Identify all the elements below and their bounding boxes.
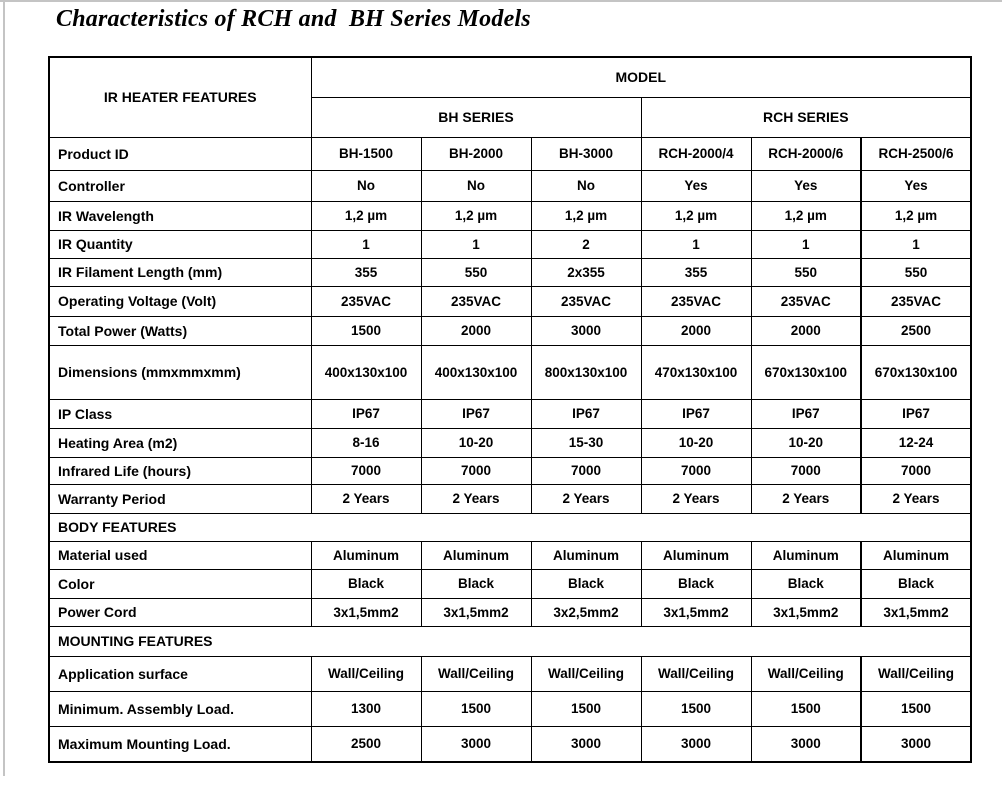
- value-cell: RCH-2500/6: [861, 137, 971, 170]
- value-cell: 2000: [751, 316, 861, 345]
- value-cell: RCH-2000/6: [751, 137, 861, 170]
- value-cell: 3000: [531, 316, 641, 345]
- table-row: [49, 170, 971, 201]
- value-cell: 1500: [311, 316, 421, 345]
- value-cell: 235VAC: [751, 286, 861, 316]
- feature-label: Infrared Life (hours): [49, 457, 311, 484]
- table-row: [49, 656, 971, 691]
- value-cell: 1500: [531, 691, 641, 726]
- table-row: [49, 726, 971, 762]
- value-cell: Wall/Ceiling: [531, 656, 641, 691]
- table-row: [49, 258, 971, 286]
- feature-label: Application surface: [49, 656, 311, 691]
- feature-label: Warranty Period: [49, 484, 311, 513]
- section-header: BODY FEATURES: [49, 513, 971, 541]
- value-cell: 800x130x100: [531, 345, 641, 399]
- value-cell: 670x130x100: [861, 345, 971, 399]
- value-cell: IP67: [641, 399, 751, 428]
- value-cell: 10-20: [751, 428, 861, 457]
- feature-label: IR Filament Length (mm): [49, 258, 311, 286]
- value-cell: IP67: [421, 399, 531, 428]
- value-cell: 2 Years: [751, 484, 861, 513]
- value-cell: 3000: [531, 726, 641, 762]
- value-cell: 235VAC: [531, 286, 641, 316]
- value-cell: Wall/Ceiling: [311, 656, 421, 691]
- value-cell: 2: [531, 230, 641, 258]
- table-row: [49, 230, 971, 258]
- value-cell: 3x1,5mm2: [641, 598, 751, 626]
- page-edge-left: [3, 0, 5, 776]
- value-cell: 1: [311, 230, 421, 258]
- series-header-rch: RCH SERIES: [641, 97, 971, 137]
- value-cell: 400x130x100: [311, 345, 421, 399]
- table-row: [49, 569, 971, 598]
- value-cell: 10-20: [421, 428, 531, 457]
- table-row: [49, 541, 971, 569]
- table-row: [49, 691, 971, 726]
- value-cell: 3x1,5mm2: [751, 598, 861, 626]
- value-cell: Black: [861, 569, 971, 598]
- value-cell: 3000: [421, 726, 531, 762]
- value-cell: 2x355: [531, 258, 641, 286]
- value-cell: 10-20: [641, 428, 751, 457]
- value-cell: 2500: [861, 316, 971, 345]
- value-cell: IP67: [861, 399, 971, 428]
- value-cell: 7000: [311, 457, 421, 484]
- value-cell: Yes: [751, 170, 861, 201]
- table-row: [49, 345, 971, 399]
- feature-label: Dimensions (mmxmmxmm): [49, 345, 311, 399]
- feature-label: IR Quantity: [49, 230, 311, 258]
- value-cell: 1500: [421, 691, 531, 726]
- feature-label: IP Class: [49, 399, 311, 428]
- value-cell: 1,2 µm: [421, 201, 531, 230]
- value-cell: Black: [421, 569, 531, 598]
- value-cell: No: [421, 170, 531, 201]
- value-cell: 550: [751, 258, 861, 286]
- value-cell: Aluminum: [311, 541, 421, 569]
- feature-label: Material used: [49, 541, 311, 569]
- corner-header-ir-heater-features: IR HEATER FEATURES: [49, 57, 311, 137]
- value-cell: Aluminum: [531, 541, 641, 569]
- value-cell: 8-16: [311, 428, 421, 457]
- value-cell: 1,2 µm: [531, 201, 641, 230]
- value-cell: 7000: [751, 457, 861, 484]
- section-header: MOUNTING FEATURES: [49, 626, 971, 656]
- value-cell: No: [531, 170, 641, 201]
- value-cell: Aluminum: [641, 541, 751, 569]
- section-row: [49, 626, 971, 656]
- value-cell: 3x1,5mm2: [421, 598, 531, 626]
- series-header-bh: BH SERIES: [311, 97, 641, 137]
- value-cell: 1,2 µm: [641, 201, 751, 230]
- value-cell: IP67: [311, 399, 421, 428]
- value-cell: Black: [531, 569, 641, 598]
- model-header: MODEL: [311, 57, 971, 97]
- value-cell: Black: [751, 569, 861, 598]
- value-cell: 2 Years: [531, 484, 641, 513]
- value-cell: IP67: [531, 399, 641, 428]
- table-row: [49, 286, 971, 316]
- value-cell: 7000: [421, 457, 531, 484]
- table-row: [49, 598, 971, 626]
- table-row: [49, 457, 971, 484]
- value-cell: BH-2000: [421, 137, 531, 170]
- value-cell: 3000: [641, 726, 751, 762]
- value-cell: Wall/Ceiling: [751, 656, 861, 691]
- value-cell: 235VAC: [861, 286, 971, 316]
- value-cell: 3000: [861, 726, 971, 762]
- table-row: [49, 399, 971, 428]
- value-cell: 400x130x100: [421, 345, 531, 399]
- value-cell: Black: [311, 569, 421, 598]
- value-cell: 1: [641, 230, 751, 258]
- feature-label: Color: [49, 569, 311, 598]
- value-cell: 550: [421, 258, 531, 286]
- value-cell: 2 Years: [861, 484, 971, 513]
- value-cell: 2 Years: [311, 484, 421, 513]
- table-row: [49, 137, 971, 170]
- value-cell: Yes: [641, 170, 751, 201]
- value-cell: 7000: [531, 457, 641, 484]
- feature-label: Controller: [49, 170, 311, 201]
- value-cell: 12-24: [861, 428, 971, 457]
- value-cell: 1500: [861, 691, 971, 726]
- value-cell: 235VAC: [311, 286, 421, 316]
- value-cell: 1500: [751, 691, 861, 726]
- value-cell: BH-3000: [531, 137, 641, 170]
- table-row: [49, 201, 971, 230]
- value-cell: IP67: [751, 399, 861, 428]
- value-cell: 235VAC: [641, 286, 751, 316]
- table-header-row-model: [49, 57, 971, 97]
- value-cell: Wall/Ceiling: [861, 656, 971, 691]
- value-cell: 7000: [641, 457, 751, 484]
- value-cell: 3x1,5mm2: [861, 598, 971, 626]
- value-cell: 470x130x100: [641, 345, 751, 399]
- value-cell: 670x130x100: [751, 345, 861, 399]
- value-cell: No: [311, 170, 421, 201]
- value-cell: 3x2,5mm2: [531, 598, 641, 626]
- value-cell: 1500: [641, 691, 751, 726]
- value-cell: 355: [641, 258, 751, 286]
- characteristics-table: [48, 56, 972, 763]
- value-cell: RCH-2000/4: [641, 137, 751, 170]
- page-edge-top: [0, 0, 1002, 2]
- value-cell: 15-30: [531, 428, 641, 457]
- table-row: [49, 484, 971, 513]
- table-row: [49, 428, 971, 457]
- value-cell: Wall/Ceiling: [421, 656, 531, 691]
- value-cell: 1,2 µm: [751, 201, 861, 230]
- value-cell: Black: [641, 569, 751, 598]
- value-cell: Yes: [861, 170, 971, 201]
- value-cell: Aluminum: [861, 541, 971, 569]
- page-title: Characteristics of RCH and BH Series Models: [56, 6, 531, 32]
- value-cell: BH-1500: [311, 137, 421, 170]
- feature-label: Heating Area (m2): [49, 428, 311, 457]
- value-cell: 2000: [641, 316, 751, 345]
- value-cell: 1,2 µm: [311, 201, 421, 230]
- value-cell: 1: [421, 230, 531, 258]
- section-row: [49, 513, 971, 541]
- value-cell: 550: [861, 258, 971, 286]
- value-cell: 1300: [311, 691, 421, 726]
- value-cell: 3000: [751, 726, 861, 762]
- value-cell: 235VAC: [421, 286, 531, 316]
- value-cell: Aluminum: [751, 541, 861, 569]
- value-cell: 1: [751, 230, 861, 258]
- feature-label: Maximum Mounting Load.: [49, 726, 311, 762]
- feature-label: Minimum. Assembly Load.: [49, 691, 311, 726]
- feature-label: Operating Voltage (Volt): [49, 286, 311, 316]
- feature-label: IR Wavelength: [49, 201, 311, 230]
- table-row: [49, 316, 971, 345]
- value-cell: 1: [861, 230, 971, 258]
- value-cell: 3x1,5mm2: [311, 598, 421, 626]
- value-cell: 2 Years: [641, 484, 751, 513]
- value-cell: Aluminum: [421, 541, 531, 569]
- feature-label: Total Power (Watts): [49, 316, 311, 345]
- value-cell: 1,2 µm: [861, 201, 971, 230]
- value-cell: 2500: [311, 726, 421, 762]
- value-cell: Wall/Ceiling: [641, 656, 751, 691]
- feature-label: Power Cord: [49, 598, 311, 626]
- value-cell: 7000: [861, 457, 971, 484]
- feature-label: Product ID: [49, 137, 311, 170]
- value-cell: 355: [311, 258, 421, 286]
- value-cell: 2000: [421, 316, 531, 345]
- value-cell: 2 Years: [421, 484, 531, 513]
